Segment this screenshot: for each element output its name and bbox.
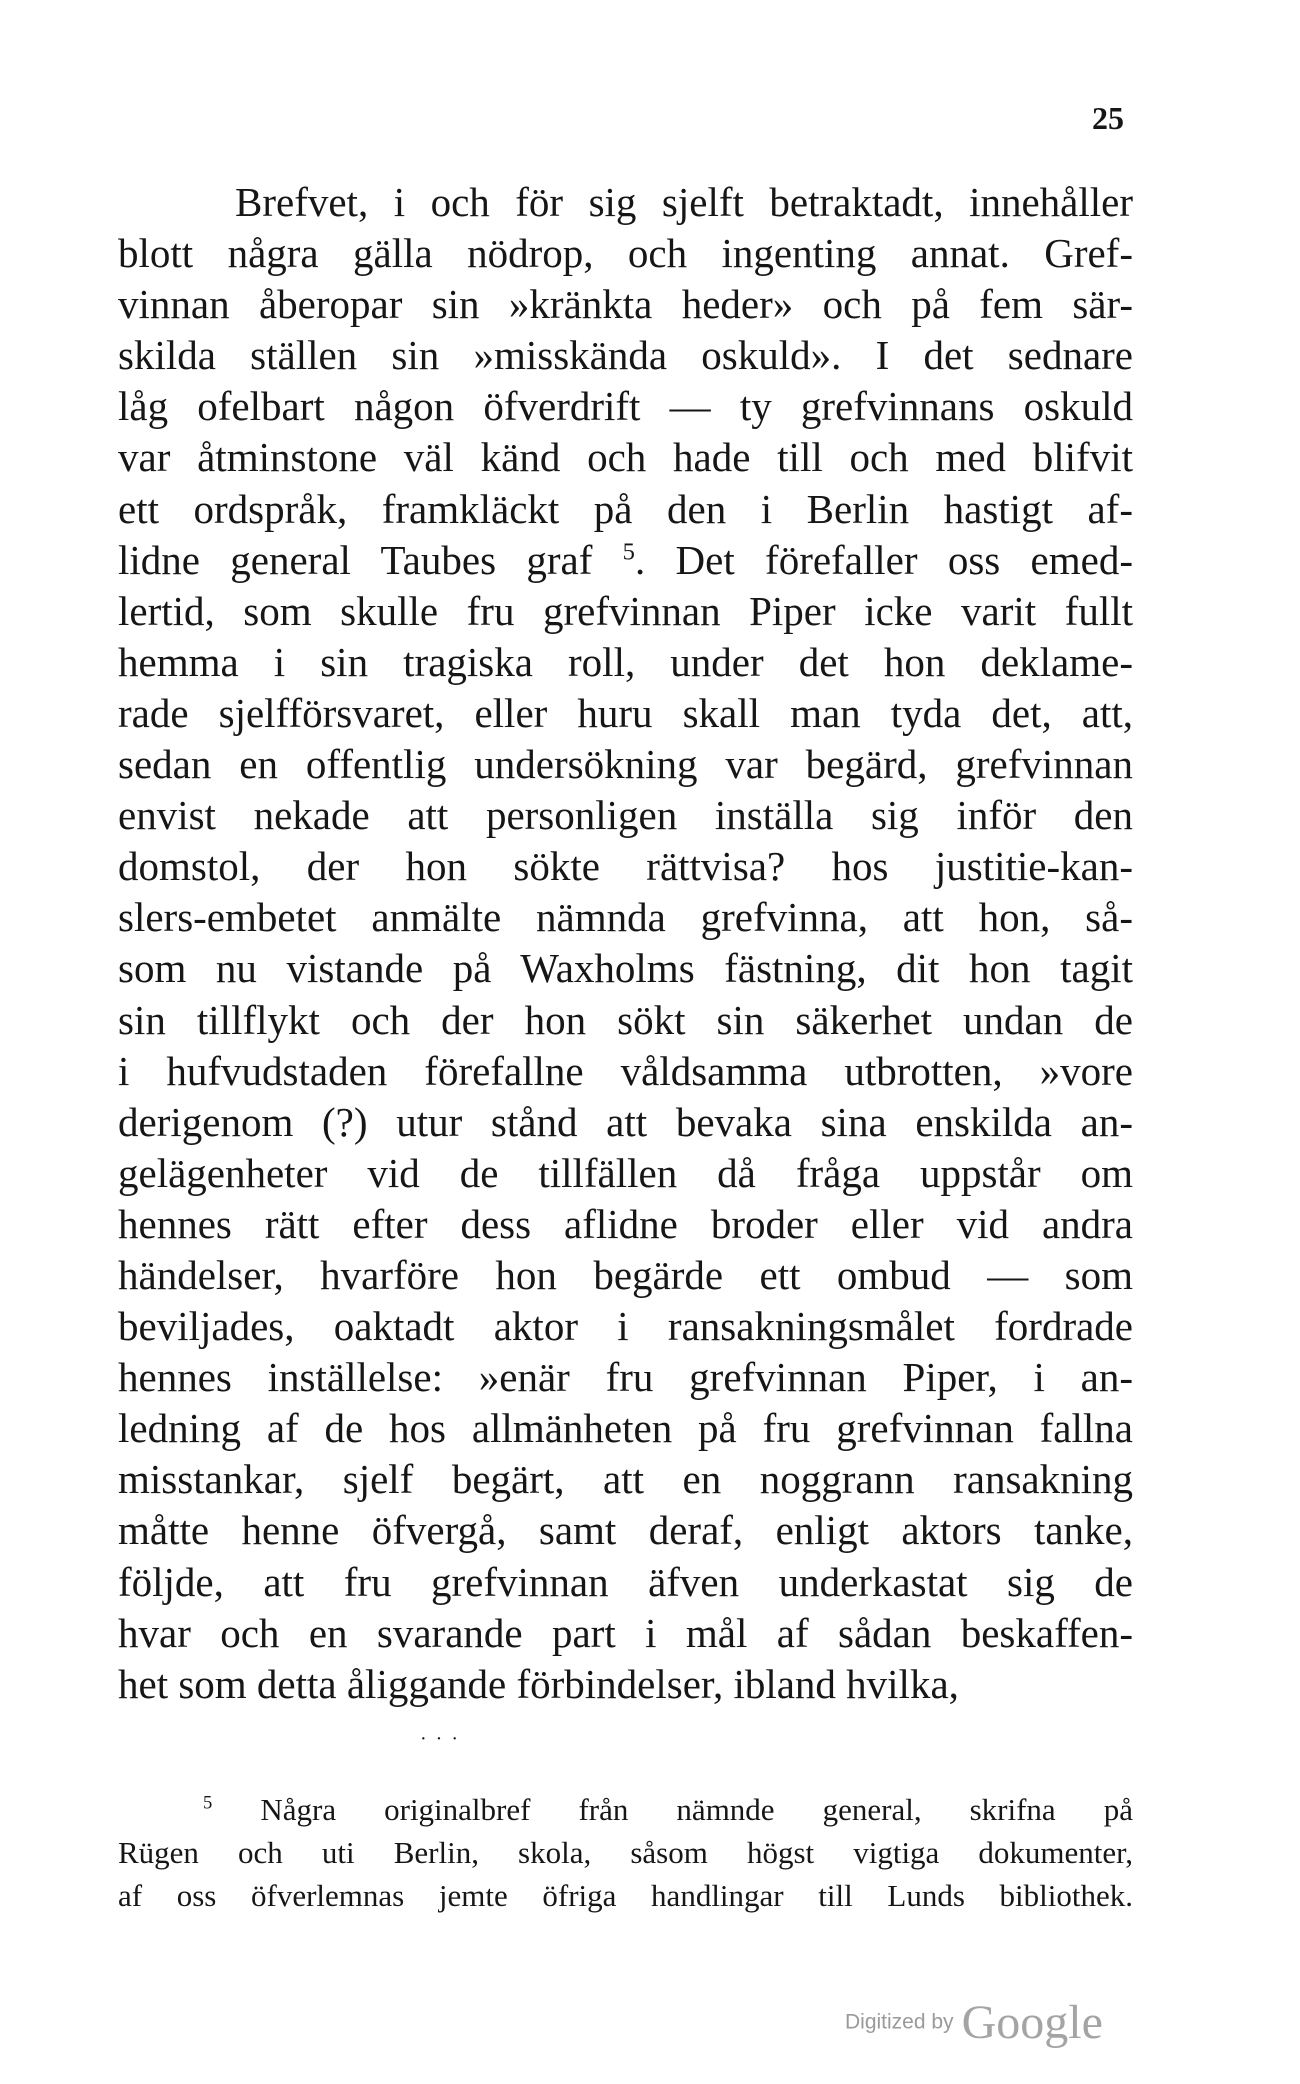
text-line: låg ofelbart någon öfverdrift — ty grefvinnans oskuld <box>118 383 1133 430</box>
ornament: · · · <box>420 1728 460 1750</box>
text-line: vinnan åberopar sin »kränkta heder» och på fem sär- <box>118 281 1133 328</box>
text-line: skilda ställen sin »misskända oskuld». I det sednare <box>118 332 1133 379</box>
footnote-marker: 5 <box>203 1792 213 1814</box>
text-line: gelägenheter vid de tillfällen då fråga uppstår om <box>118 1149 1133 1196</box>
text-line: blott några gälla nödrop, och ingenting annat. Gref- <box>118 230 1133 277</box>
text-line: som nu vistande på Waxholms fästning, dit hon tagit <box>118 945 1133 992</box>
text-line: lertid, som skulle fru grefvinnan Piper icke varit fullt <box>118 587 1133 634</box>
text-line: ledning af de hos allmänheten på fru grefvinnan fallna <box>118 1405 1133 1452</box>
text-line: sedan en offentlig undersökning var begärd, grefvinnan <box>118 741 1133 788</box>
text-line: var åtminstone väl känd och hade till och med blifvit <box>118 434 1133 481</box>
digitized-watermark <box>845 1995 1103 2050</box>
text-line: het som detta åliggande förbindelser, ibland hvilka, <box>118 1660 959 1707</box>
text-line: Brefvet, i och för sig sjelft betraktadt, innehåller <box>235 179 1133 225</box>
text-line: följde, att fru grefvinnan äfven underkastat sig de <box>118 1558 1133 1605</box>
text-segment: lidne general Taubes graf <box>118 536 593 583</box>
body-text <box>118 177 1133 1710</box>
text-line: måtte henne öfvergå, samt deraf, enligt aktors tanke, <box>118 1507 1133 1554</box>
footnote-line: af oss öfverlemnas jemte öfriga handlingar till Lunds bibliothek. <box>118 1878 1133 1913</box>
text-line: hvar och en svarande part i mål af sådan beskaffen- <box>118 1609 1133 1656</box>
text-line: beviljades, oaktadt aktor i ransakningsmålet fordrade <box>118 1303 1133 1350</box>
google-logo: Google <box>961 1996 1103 2049</box>
text-line: rade sjelfförsvaret, eller huru skall man tyda det, att, <box>118 689 1133 736</box>
text-segment: . Det förefaller oss emed- <box>634 536 1133 583</box>
text-line: derigenom (?) utur stånd att bevaka sina enskilda an- <box>118 1098 1133 1145</box>
text-line: hennes inställelse: »enär fru grefvinnan Piper, i an- <box>118 1354 1133 1401</box>
text-line: hemma i sin tragiska roll, under det hon deklame- <box>118 638 1133 685</box>
page-number: 25 <box>1092 100 1124 136</box>
text-line: domstol, der hon sökte rättvisa? hos justitie-kan- <box>118 843 1133 890</box>
text-line-with-footnote-ref <box>118 535 1133 586</box>
footnote-line <box>118 1788 1133 1831</box>
text-line: ett ordspråk, framkläckt på den i Berlin hastigt af- <box>118 485 1133 532</box>
footnote-reference: 5 <box>622 538 635 565</box>
footnote-line: Rügen och uti Berlin, skola, såsom högst vigtiga dokumenter, <box>118 1835 1133 1870</box>
watermark-prefix: Digitized by <box>845 2010 954 2034</box>
text-line: slers-embetet anmälte nämnda grefvinna, att hon, så- <box>118 894 1133 941</box>
text-line: hennes rätt efter dess aflidne broder eller vid andra <box>118 1200 1133 1247</box>
text-line: misstankar, sjelf begärt, att en noggrann ransakning <box>118 1456 1133 1503</box>
footnote-text: Några originalbref från nämnde general, skrifna på <box>260 1792 1133 1827</box>
text-line: händelser, hvarföre hon begärde ett ombud — som <box>118 1251 1133 1298</box>
footnote <box>118 1788 1133 1917</box>
text-line: envist nekade att personligen inställa sig inför den <box>118 792 1133 839</box>
text-line: sin tillflykt och der hon sökt sin säkerhet undan de <box>118 996 1133 1043</box>
text-line: i hufvudstaden förefallne våldsamma utbrotten, »vore <box>118 1047 1133 1094</box>
